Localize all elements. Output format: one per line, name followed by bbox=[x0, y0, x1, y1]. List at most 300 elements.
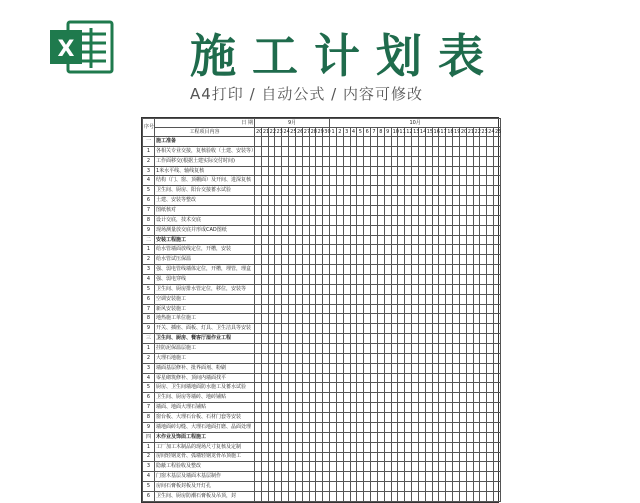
schedule-cell[interactable] bbox=[336, 245, 343, 255]
schedule-cell[interactable] bbox=[323, 413, 330, 423]
schedule-cell[interactable] bbox=[261, 166, 268, 176]
schedule-cell[interactable] bbox=[377, 166, 384, 176]
schedule-cell[interactable] bbox=[343, 215, 350, 225]
schedule-cell[interactable] bbox=[405, 206, 412, 216]
schedule-cell[interactable] bbox=[480, 403, 487, 413]
schedule-cell[interactable] bbox=[309, 255, 316, 265]
schedule-cell[interactable] bbox=[473, 432, 480, 442]
schedule-cell[interactable] bbox=[343, 452, 350, 462]
schedule-cell[interactable] bbox=[466, 304, 473, 314]
schedule-cell[interactable] bbox=[405, 225, 412, 235]
schedule-cell[interactable] bbox=[343, 245, 350, 255]
schedule-cell[interactable] bbox=[282, 176, 289, 186]
schedule-cell[interactable] bbox=[425, 304, 432, 314]
schedule-cell[interactable] bbox=[275, 156, 282, 166]
schedule-cell[interactable] bbox=[255, 225, 262, 235]
schedule-cell[interactable] bbox=[309, 482, 316, 492]
schedule-cell[interactable] bbox=[432, 403, 439, 413]
schedule-cell[interactable] bbox=[357, 393, 364, 403]
schedule-cell[interactable] bbox=[480, 255, 487, 265]
schedule-cell[interactable] bbox=[255, 432, 262, 442]
schedule-cell[interactable] bbox=[480, 422, 487, 432]
schedule-cell[interactable] bbox=[384, 176, 391, 186]
schedule-cell[interactable] bbox=[343, 176, 350, 186]
schedule-cell[interactable] bbox=[371, 324, 378, 334]
schedule-cell[interactable] bbox=[302, 442, 309, 452]
schedule-cell[interactable] bbox=[357, 472, 364, 482]
schedule-cell[interactable] bbox=[357, 432, 364, 442]
schedule-cell[interactable] bbox=[446, 442, 453, 452]
schedule-cell[interactable] bbox=[412, 146, 419, 156]
schedule-cell[interactable] bbox=[480, 206, 487, 216]
schedule-cell[interactable] bbox=[309, 225, 316, 235]
schedule-cell[interactable] bbox=[377, 225, 384, 235]
schedule-cell[interactable] bbox=[316, 275, 323, 285]
schedule-cell[interactable] bbox=[330, 304, 337, 314]
schedule-cell[interactable] bbox=[350, 344, 357, 354]
schedule-cell[interactable] bbox=[302, 304, 309, 314]
schedule-cell[interactable] bbox=[364, 235, 371, 245]
schedule-cell[interactable] bbox=[384, 166, 391, 176]
schedule-cell[interactable] bbox=[432, 452, 439, 462]
schedule-cell[interactable] bbox=[275, 393, 282, 403]
schedule-cell[interactable] bbox=[261, 442, 268, 452]
schedule-cell[interactable] bbox=[487, 462, 494, 472]
schedule-cell[interactable] bbox=[350, 314, 357, 324]
schedule-cell[interactable] bbox=[384, 275, 391, 285]
schedule-cell[interactable] bbox=[275, 462, 282, 472]
schedule-cell[interactable] bbox=[480, 393, 487, 403]
schedule-cell[interactable] bbox=[336, 432, 343, 442]
schedule-cell[interactable] bbox=[275, 452, 282, 462]
schedule-cell[interactable] bbox=[487, 432, 494, 442]
schedule-cell[interactable] bbox=[418, 491, 425, 501]
schedule-cell[interactable] bbox=[412, 324, 419, 334]
schedule-cell[interactable] bbox=[282, 225, 289, 235]
schedule-cell[interactable] bbox=[398, 403, 405, 413]
schedule-cell[interactable] bbox=[295, 432, 302, 442]
schedule-cell[interactable] bbox=[261, 363, 268, 373]
schedule-cell[interactable] bbox=[453, 206, 460, 216]
schedule-cell[interactable] bbox=[384, 422, 391, 432]
schedule-cell[interactable] bbox=[282, 166, 289, 176]
schedule-cell[interactable] bbox=[282, 482, 289, 492]
schedule-cell[interactable] bbox=[309, 452, 316, 462]
schedule-cell[interactable] bbox=[384, 314, 391, 324]
schedule-cell[interactable] bbox=[255, 393, 262, 403]
schedule-cell[interactable] bbox=[391, 137, 398, 147]
schedule-cell[interactable] bbox=[405, 442, 412, 452]
schedule-cell[interactable] bbox=[295, 403, 302, 413]
schedule-cell[interactable] bbox=[473, 422, 480, 432]
schedule-cell[interactable] bbox=[459, 403, 466, 413]
schedule-cell[interactable] bbox=[275, 215, 282, 225]
schedule-cell[interactable] bbox=[494, 235, 501, 245]
schedule-cell[interactable] bbox=[398, 255, 405, 265]
schedule-cell[interactable] bbox=[391, 432, 398, 442]
schedule-cell[interactable] bbox=[432, 373, 439, 383]
schedule-cell[interactable] bbox=[330, 403, 337, 413]
schedule-cell[interactable] bbox=[275, 166, 282, 176]
schedule-cell[interactable] bbox=[268, 393, 275, 403]
schedule-cell[interactable] bbox=[330, 146, 337, 156]
schedule-cell[interactable] bbox=[371, 373, 378, 383]
schedule-cell[interactable] bbox=[316, 452, 323, 462]
schedule-cell[interactable] bbox=[282, 334, 289, 344]
schedule-cell[interactable] bbox=[275, 363, 282, 373]
schedule-cell[interactable] bbox=[364, 452, 371, 462]
schedule-cell[interactable] bbox=[405, 393, 412, 403]
schedule-cell[interactable] bbox=[480, 344, 487, 354]
schedule-cell[interactable] bbox=[357, 196, 364, 206]
schedule-cell[interactable] bbox=[418, 225, 425, 235]
schedule-cell[interactable] bbox=[453, 156, 460, 166]
schedule-cell[interactable] bbox=[357, 373, 364, 383]
schedule-cell[interactable] bbox=[275, 353, 282, 363]
schedule-cell[interactable] bbox=[418, 146, 425, 156]
schedule-cell[interactable] bbox=[330, 225, 337, 235]
schedule-cell[interactable] bbox=[282, 442, 289, 452]
schedule-cell[interactable] bbox=[364, 482, 371, 492]
schedule-cell[interactable] bbox=[446, 225, 453, 235]
schedule-cell[interactable] bbox=[255, 403, 262, 413]
schedule-cell[interactable] bbox=[350, 166, 357, 176]
schedule-cell[interactable] bbox=[282, 206, 289, 216]
schedule-cell[interactable] bbox=[282, 245, 289, 255]
schedule-cell[interactable] bbox=[432, 166, 439, 176]
schedule-cell[interactable] bbox=[323, 393, 330, 403]
schedule-cell[interactable] bbox=[446, 353, 453, 363]
schedule-cell[interactable] bbox=[480, 373, 487, 383]
schedule-cell[interactable] bbox=[371, 146, 378, 156]
schedule-cell[interactable] bbox=[282, 215, 289, 225]
schedule-cell[interactable] bbox=[466, 432, 473, 442]
schedule-cell[interactable] bbox=[405, 482, 412, 492]
schedule-cell[interactable] bbox=[371, 353, 378, 363]
schedule-cell[interactable] bbox=[316, 383, 323, 393]
schedule-cell[interactable] bbox=[384, 442, 391, 452]
schedule-cell[interactable] bbox=[466, 363, 473, 373]
schedule-cell[interactable] bbox=[494, 156, 501, 166]
schedule-cell[interactable] bbox=[418, 166, 425, 176]
schedule-cell[interactable] bbox=[302, 472, 309, 482]
schedule-cell[interactable] bbox=[309, 442, 316, 452]
schedule-cell[interactable] bbox=[418, 294, 425, 304]
schedule-cell[interactable] bbox=[330, 344, 337, 354]
schedule-cell[interactable] bbox=[323, 482, 330, 492]
schedule-cell[interactable] bbox=[295, 294, 302, 304]
schedule-cell[interactable] bbox=[391, 176, 398, 186]
schedule-cell[interactable] bbox=[432, 413, 439, 423]
schedule-cell[interactable] bbox=[405, 146, 412, 156]
schedule-cell[interactable] bbox=[377, 432, 384, 442]
schedule-cell[interactable] bbox=[295, 245, 302, 255]
schedule-cell[interactable] bbox=[384, 462, 391, 472]
schedule-cell[interactable] bbox=[459, 472, 466, 482]
schedule-cell[interactable] bbox=[350, 275, 357, 285]
schedule-cell[interactable] bbox=[405, 176, 412, 186]
schedule-cell[interactable] bbox=[487, 284, 494, 294]
schedule-cell[interactable] bbox=[425, 383, 432, 393]
schedule-cell[interactable] bbox=[466, 235, 473, 245]
schedule-cell[interactable] bbox=[268, 156, 275, 166]
schedule-cell[interactable] bbox=[268, 472, 275, 482]
schedule-cell[interactable] bbox=[330, 393, 337, 403]
schedule-cell[interactable] bbox=[384, 137, 391, 147]
schedule-cell[interactable] bbox=[295, 206, 302, 216]
schedule-cell[interactable] bbox=[350, 176, 357, 186]
schedule-cell[interactable] bbox=[494, 225, 501, 235]
schedule-cell[interactable] bbox=[323, 275, 330, 285]
schedule-cell[interactable] bbox=[302, 196, 309, 206]
schedule-cell[interactable] bbox=[398, 176, 405, 186]
schedule-cell[interactable] bbox=[295, 353, 302, 363]
schedule-cell[interactable] bbox=[384, 255, 391, 265]
schedule-cell[interactable] bbox=[371, 255, 378, 265]
schedule-cell[interactable] bbox=[391, 393, 398, 403]
schedule-cell[interactable] bbox=[487, 166, 494, 176]
schedule-cell[interactable] bbox=[323, 235, 330, 245]
schedule-cell[interactable] bbox=[316, 393, 323, 403]
schedule-cell[interactable] bbox=[330, 383, 337, 393]
schedule-cell[interactable] bbox=[336, 186, 343, 196]
schedule-cell[interactable] bbox=[289, 166, 296, 176]
schedule-cell[interactable] bbox=[316, 196, 323, 206]
schedule-cell[interactable] bbox=[453, 146, 460, 156]
schedule-cell[interactable] bbox=[425, 275, 432, 285]
schedule-cell[interactable] bbox=[453, 452, 460, 462]
schedule-cell[interactable] bbox=[289, 482, 296, 492]
schedule-cell[interactable] bbox=[268, 196, 275, 206]
schedule-cell[interactable] bbox=[432, 344, 439, 354]
schedule-cell[interactable] bbox=[316, 156, 323, 166]
schedule-cell[interactable] bbox=[275, 196, 282, 206]
schedule-cell[interactable] bbox=[439, 156, 446, 166]
schedule-cell[interactable] bbox=[384, 196, 391, 206]
schedule-cell[interactable] bbox=[261, 206, 268, 216]
schedule-cell[interactable] bbox=[494, 186, 501, 196]
schedule-cell[interactable] bbox=[446, 413, 453, 423]
schedule-cell[interactable] bbox=[350, 225, 357, 235]
schedule-cell[interactable] bbox=[282, 314, 289, 324]
schedule-cell[interactable] bbox=[391, 442, 398, 452]
schedule-cell[interactable] bbox=[302, 403, 309, 413]
schedule-cell[interactable] bbox=[494, 472, 501, 482]
schedule-cell[interactable] bbox=[268, 215, 275, 225]
schedule-cell[interactable] bbox=[412, 275, 419, 285]
schedule-cell[interactable] bbox=[289, 255, 296, 265]
schedule-cell[interactable] bbox=[377, 275, 384, 285]
schedule-cell[interactable] bbox=[494, 284, 501, 294]
schedule-cell[interactable] bbox=[432, 353, 439, 363]
schedule-cell[interactable] bbox=[494, 324, 501, 334]
schedule-cell[interactable] bbox=[377, 373, 384, 383]
schedule-cell[interactable] bbox=[466, 255, 473, 265]
schedule-cell[interactable] bbox=[302, 432, 309, 442]
schedule-cell[interactable] bbox=[336, 137, 343, 147]
schedule-cell[interactable] bbox=[371, 186, 378, 196]
schedule-cell[interactable] bbox=[494, 403, 501, 413]
schedule-cell[interactable] bbox=[350, 383, 357, 393]
schedule-cell[interactable] bbox=[412, 255, 419, 265]
schedule-cell[interactable] bbox=[275, 422, 282, 432]
schedule-cell[interactable] bbox=[446, 215, 453, 225]
schedule-cell[interactable] bbox=[494, 383, 501, 393]
schedule-cell[interactable] bbox=[330, 442, 337, 452]
schedule-cell[interactable] bbox=[405, 363, 412, 373]
schedule-cell[interactable] bbox=[336, 314, 343, 324]
schedule-cell[interactable] bbox=[412, 422, 419, 432]
schedule-cell[interactable] bbox=[289, 462, 296, 472]
schedule-cell[interactable] bbox=[473, 215, 480, 225]
schedule-cell[interactable] bbox=[418, 482, 425, 492]
schedule-cell[interactable] bbox=[309, 275, 316, 285]
schedule-cell[interactable] bbox=[357, 462, 364, 472]
schedule-cell[interactable] bbox=[357, 452, 364, 462]
schedule-cell[interactable] bbox=[302, 482, 309, 492]
schedule-cell[interactable] bbox=[282, 284, 289, 294]
schedule-cell[interactable] bbox=[268, 146, 275, 156]
schedule-cell[interactable] bbox=[459, 344, 466, 354]
schedule-cell[interactable] bbox=[405, 491, 412, 501]
schedule-cell[interactable] bbox=[418, 265, 425, 275]
schedule-cell[interactable] bbox=[343, 413, 350, 423]
schedule-cell[interactable] bbox=[459, 334, 466, 344]
schedule-cell[interactable] bbox=[371, 176, 378, 186]
schedule-cell[interactable] bbox=[459, 176, 466, 186]
schedule-cell[interactable] bbox=[459, 482, 466, 492]
schedule-cell[interactable] bbox=[473, 137, 480, 147]
schedule-cell[interactable] bbox=[418, 186, 425, 196]
schedule-cell[interactable] bbox=[371, 472, 378, 482]
schedule-cell[interactable] bbox=[336, 442, 343, 452]
schedule-cell[interactable] bbox=[350, 353, 357, 363]
schedule-cell[interactable] bbox=[487, 304, 494, 314]
schedule-cell[interactable] bbox=[275, 146, 282, 156]
schedule-cell[interactable] bbox=[316, 363, 323, 373]
schedule-cell[interactable] bbox=[412, 472, 419, 482]
schedule-cell[interactable] bbox=[459, 314, 466, 324]
schedule-cell[interactable] bbox=[343, 393, 350, 403]
schedule-cell[interactable] bbox=[412, 156, 419, 166]
schedule-cell[interactable] bbox=[275, 491, 282, 501]
schedule-cell[interactable] bbox=[357, 215, 364, 225]
schedule-cell[interactable] bbox=[466, 265, 473, 275]
schedule-cell[interactable] bbox=[357, 334, 364, 344]
schedule-cell[interactable] bbox=[398, 225, 405, 235]
schedule-cell[interactable] bbox=[487, 324, 494, 334]
schedule-cell[interactable] bbox=[275, 442, 282, 452]
schedule-cell[interactable] bbox=[268, 334, 275, 344]
schedule-cell[interactable] bbox=[323, 363, 330, 373]
schedule-cell[interactable] bbox=[302, 452, 309, 462]
schedule-cell[interactable] bbox=[473, 363, 480, 373]
schedule-cell[interactable] bbox=[377, 146, 384, 156]
schedule-cell[interactable] bbox=[405, 137, 412, 147]
schedule-cell[interactable] bbox=[350, 491, 357, 501]
schedule-cell[interactable] bbox=[384, 363, 391, 373]
schedule-cell[interactable] bbox=[446, 462, 453, 472]
schedule-cell[interactable] bbox=[494, 363, 501, 373]
schedule-cell[interactable] bbox=[466, 324, 473, 334]
schedule-cell[interactable] bbox=[316, 176, 323, 186]
schedule-cell[interactable] bbox=[391, 403, 398, 413]
schedule-cell[interactable] bbox=[316, 284, 323, 294]
schedule-cell[interactable] bbox=[494, 393, 501, 403]
schedule-cell[interactable] bbox=[330, 166, 337, 176]
schedule-cell[interactable] bbox=[268, 324, 275, 334]
schedule-cell[interactable] bbox=[309, 403, 316, 413]
schedule-cell[interactable] bbox=[295, 422, 302, 432]
schedule-cell[interactable] bbox=[350, 363, 357, 373]
schedule-cell[interactable] bbox=[384, 334, 391, 344]
schedule-cell[interactable] bbox=[282, 344, 289, 354]
schedule-cell[interactable] bbox=[364, 472, 371, 482]
schedule-cell[interactable] bbox=[384, 294, 391, 304]
schedule-cell[interactable] bbox=[282, 146, 289, 156]
schedule-cell[interactable] bbox=[432, 215, 439, 225]
schedule-cell[interactable] bbox=[371, 314, 378, 324]
schedule-cell[interactable] bbox=[364, 196, 371, 206]
schedule-cell[interactable] bbox=[309, 491, 316, 501]
schedule-cell[interactable] bbox=[432, 462, 439, 472]
schedule-cell[interactable] bbox=[412, 452, 419, 462]
schedule-cell[interactable] bbox=[261, 137, 268, 147]
schedule-cell[interactable] bbox=[425, 324, 432, 334]
schedule-cell[interactable] bbox=[473, 275, 480, 285]
schedule-cell[interactable] bbox=[412, 176, 419, 186]
schedule-cell[interactable] bbox=[439, 373, 446, 383]
schedule-cell[interactable] bbox=[282, 186, 289, 196]
schedule-cell[interactable] bbox=[384, 215, 391, 225]
schedule-cell[interactable] bbox=[268, 186, 275, 196]
schedule-cell[interactable] bbox=[391, 482, 398, 492]
schedule-cell[interactable] bbox=[446, 422, 453, 432]
schedule-cell[interactable] bbox=[425, 472, 432, 482]
schedule-cell[interactable] bbox=[289, 491, 296, 501]
schedule-cell[interactable] bbox=[371, 403, 378, 413]
schedule-cell[interactable] bbox=[391, 166, 398, 176]
schedule-cell[interactable] bbox=[466, 462, 473, 472]
schedule-cell[interactable] bbox=[439, 422, 446, 432]
schedule-cell[interactable] bbox=[309, 196, 316, 206]
schedule-cell[interactable] bbox=[453, 255, 460, 265]
schedule-cell[interactable] bbox=[316, 166, 323, 176]
schedule-cell[interactable] bbox=[405, 294, 412, 304]
schedule-cell[interactable] bbox=[473, 225, 480, 235]
schedule-cell[interactable] bbox=[398, 482, 405, 492]
schedule-cell[interactable] bbox=[384, 146, 391, 156]
schedule-cell[interactable] bbox=[398, 196, 405, 206]
schedule-cell[interactable] bbox=[377, 284, 384, 294]
schedule-cell[interactable] bbox=[480, 186, 487, 196]
schedule-cell[interactable] bbox=[398, 373, 405, 383]
schedule-cell[interactable] bbox=[316, 353, 323, 363]
schedule-cell[interactable] bbox=[350, 186, 357, 196]
schedule-cell[interactable] bbox=[330, 275, 337, 285]
schedule-cell[interactable] bbox=[302, 186, 309, 196]
schedule-cell[interactable] bbox=[446, 383, 453, 393]
schedule-cell[interactable] bbox=[357, 265, 364, 275]
schedule-cell[interactable] bbox=[309, 186, 316, 196]
schedule-cell[interactable] bbox=[282, 373, 289, 383]
schedule-cell[interactable] bbox=[466, 422, 473, 432]
schedule-cell[interactable] bbox=[377, 304, 384, 314]
schedule-cell[interactable] bbox=[391, 284, 398, 294]
schedule-cell[interactable] bbox=[418, 462, 425, 472]
schedule-cell[interactable] bbox=[446, 255, 453, 265]
schedule-cell[interactable] bbox=[418, 442, 425, 452]
